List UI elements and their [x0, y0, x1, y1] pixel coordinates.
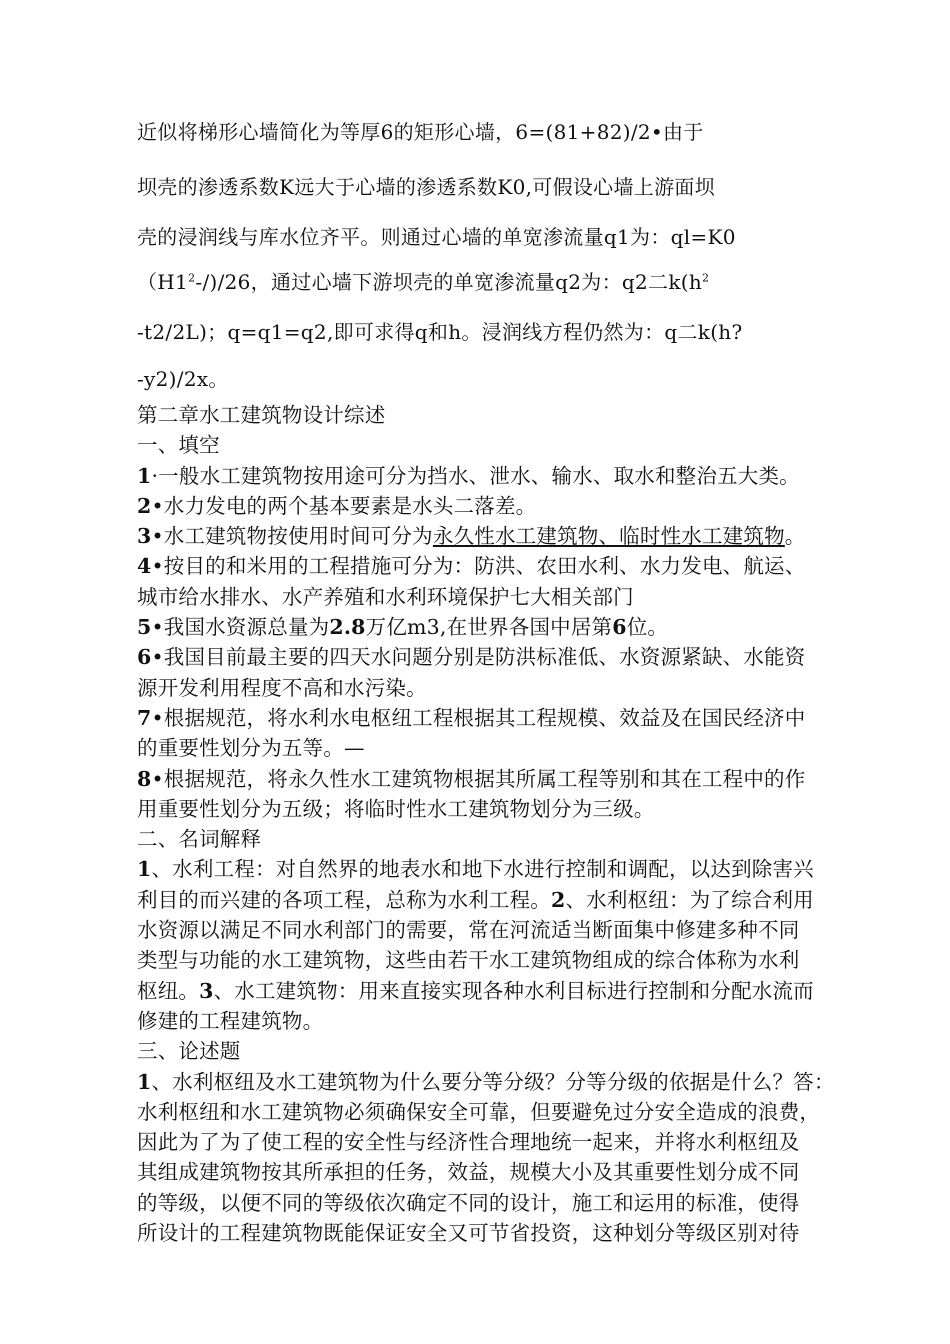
essay-text: 、水利枢纽及水工建筑物为什么要分等分级？分等分级的依据是什么？答： — [151, 1069, 835, 1094]
item-number: 5 — [137, 615, 152, 640]
fill-item-1 — [137, 461, 897, 491]
item-number: 6 — [137, 645, 152, 670]
formula-line-4-a: （H1 — [137, 270, 189, 294]
section-terms-title: 二、名词解释 — [137, 827, 262, 852]
fill-item-2 — [137, 491, 897, 521]
fill-item-6-cont: 源开发利用程度不高和水污染。 — [137, 675, 427, 700]
terms-line-4: 类型与功能的水工建筑物，这些由若干水工建筑物组成的综合体称为水利 — [137, 948, 800, 973]
item-number: 8 — [137, 766, 152, 791]
formula-line-6: -y2)/2x。 — [137, 367, 229, 391]
chapter-title: 第二章水工建筑物设计综述 — [137, 403, 386, 427]
fill-item-7-cont: 的重要性划分为五等。— — [137, 736, 365, 761]
item-text: •根据规范，将水利水电枢纽工程根据其工程规模、效益及在国民经济中 — [151, 705, 806, 730]
water-total-value: 2.8 — [329, 615, 366, 640]
terms-line-6: 修建的工程建筑物。 — [137, 1008, 324, 1033]
world-rank-value: 6 — [612, 615, 627, 640]
item-number: 2 — [137, 493, 152, 518]
main-text — [137, 400, 897, 1248]
item-text: ·一般水工建筑物按用途可分为挡水、泄水、输水、取水和整治五大类。 — [151, 463, 800, 488]
item-text: •根据规范，将永久性水工建筑物根据其所属工程等别和其在工程中的作 — [151, 766, 806, 791]
formula-line-4-b: -/)/26，通过心墙下游坝壳的单宽渗流量q2为：q2二k(h — [195, 270, 703, 294]
essay-line-5: 的等级，以便不同的等级依次确定不同的设计，施工和运用的标准，使得 — [137, 1190, 800, 1215]
fill-item-5 — [137, 612, 897, 642]
essay-line-4: 其组成建筑物按其所承担的任务，效益，规模大小及其重要性划分成不同 — [137, 1160, 800, 1185]
formula-line-1: 近似将梯形心墙简化为等厚6的矩形心墙，6=(81+82)/2•由于 — [137, 120, 704, 144]
item-text: •按目的和米用的工程措施可分为：防洪、农田水利、水力发电、航运、 — [151, 554, 806, 579]
item-text: 万亿m3,在世界各国中居第 — [365, 615, 613, 640]
essay-line-1 — [137, 1067, 897, 1097]
fill-item-4 — [137, 551, 897, 581]
essay-line-2: 水利枢纽和水工建筑物必须确保安全可靠，但要避免过分安全造成的浪费， — [137, 1099, 821, 1124]
fill-item-8-cont: 用重要性划分为五级；将临时性水工建筑物划分为三级。 — [137, 796, 655, 821]
essay-line-6: 所设计的工程建筑物既能保证安全又可节省投资，这种划分等级区别对待 — [137, 1221, 800, 1246]
term-text: 、水利枢纽：为了综合利用 — [565, 887, 814, 912]
item-number: 7 — [137, 705, 152, 730]
term-text: 利目的而兴建的各项工程，总称为水利工程。 — [137, 887, 551, 912]
fill-item-8 — [137, 764, 897, 794]
formula-line-2: 坝壳的渗透系数K远大于心墙的渗透系数K0,可假设心墙上游面坝 — [137, 175, 715, 199]
term-text: 、水利工程：对自然界的地表水和地下水进行控制和调配，以达到除害兴 — [151, 857, 814, 882]
terms-line-2 — [137, 885, 897, 915]
item-number: 1 — [137, 463, 152, 488]
term-number: 1 — [137, 857, 152, 882]
term-text: 枢纽。 — [137, 978, 200, 1003]
formula-line-4-sup2: 2 — [702, 271, 710, 285]
formula-line-3: 壳的浸润线与库水位齐平。则通过心墙的单宽渗流量q1为：ql=K0 — [137, 225, 736, 249]
item-text: •水工建筑物按使用时间可分为 — [151, 524, 433, 549]
item-number: 4 — [137, 554, 152, 579]
formula-line-4-sup: 2 — [188, 271, 196, 285]
terms-line-1 — [137, 854, 897, 884]
item-text: •我国目前最主要的四天水问题分别是防洪标准低、水资源紧缺、水能资 — [151, 645, 806, 670]
item-number: 3 — [137, 524, 152, 549]
essay-number: 1 — [137, 1069, 152, 1094]
item-text: 。 — [784, 524, 806, 549]
term-number: 3 — [199, 978, 214, 1003]
terms-line-5 — [137, 976, 897, 1006]
section-fill-title: 一、填空 — [137, 433, 220, 458]
fill-item-7 — [137, 703, 897, 733]
item-text: •水力发电的两个基本要素是水头二落差。 — [151, 493, 537, 518]
essay-line-3: 因此为了为了使工程的安全性与经济性合理地统一起来，并将水利枢纽及 — [137, 1130, 800, 1155]
item-text: •我国水资源总量为 — [151, 615, 330, 640]
term-text: 、水工建筑物：用来直接实现各种水利目标进行控制和分配水流而 — [213, 978, 814, 1003]
underlined-answer: 永久性水工建筑物、临时性水工建筑物 — [432, 524, 785, 549]
section-essay-title: 三、论述题 — [137, 1039, 241, 1064]
formula-line-4 — [137, 270, 709, 294]
terms-line-3: 水资源以满足不同水利部门的需要，常在河流适当断面集中修建多种不同 — [137, 918, 800, 943]
fill-item-3 — [137, 521, 897, 551]
fill-item-6 — [137, 642, 897, 672]
term-number: 2 — [551, 887, 566, 912]
formula-line-5: -t2/2L)；q=q1=q2,即可求得q和h。浸润线方程仍然为：q二k(h? — [137, 320, 743, 344]
fill-item-4-cont: 城市给水排水、水产养殖和水利环境保护七大相关部门 — [137, 584, 634, 609]
item-text: 位。 — [626, 615, 669, 640]
